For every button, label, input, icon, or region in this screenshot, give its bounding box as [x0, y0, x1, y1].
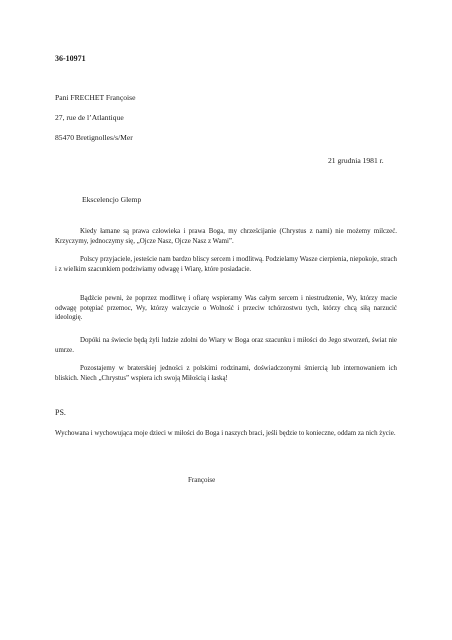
ps-label: PS. [55, 408, 66, 417]
body-paragraph: Dopóki na świecie będą żyli ludzie zdolni do Wiary w Boga oraz szacunku i miłości do Jego stworzeń, świat nie umrze. [55, 337, 397, 354]
body-paragraph: Kiedy łamane są prawa człowieka i prawa Boga, my chrześcijanie (Chrystus z nami) nie możemy milczeć. Krzyczymy, jednoczymy się, „Ojcze Nasz, Ojcze Nasz z Wami”. [55, 228, 397, 245]
reference-number: 36-10971 [55, 54, 86, 63]
sender-name: Pani FRECHET Françoise [55, 93, 136, 102]
body-paragraph: Bądźcie pewni, że poprzez modlitwę i ofiarę wspieramy Was całym sercem i niestrudzenie, Wy, którzy macie odwagę potępiać przemoc, Wy, którzy walczycie o Wolność i przeciw tchórzostwu tych, którzy chcą siłą narzucić ideologię. [55, 295, 397, 321]
sender-city: 85470 Bretignolles/s/Mer [55, 133, 133, 142]
body-paragraph: Pozostajemy w braterskiej jedności z polskimi rodzinami, doświadczonymi śmiercią lub internowaniem ich bliskich. Niech „Chrystus” wspiera ich swoją Miłością i łaską! [55, 365, 397, 382]
salutation: Ekscelencjo Glemp [82, 195, 142, 204]
signature: Françoise [188, 476, 216, 484]
letter-date: 21 grudnia 1981 r. [328, 156, 384, 165]
ps-text: Wychowana i wychowująca moje dzieci w miłości do Boga i naszych braci, jeśli będzie to konieczne, oddam za nich życie. [55, 430, 396, 437]
sender-street: 27, rue de l’Atlantique [55, 113, 124, 122]
body-paragraph: Polscy przyjaciele, jesteście nam bardzo bliscy sercem i modlitwą. Podzielamy Wasze cierpienia, niepokoje, strach i z wielkim szacunkiem podziwiamy odwagę i Wiarę, które posiadacie. [55, 256, 397, 273]
